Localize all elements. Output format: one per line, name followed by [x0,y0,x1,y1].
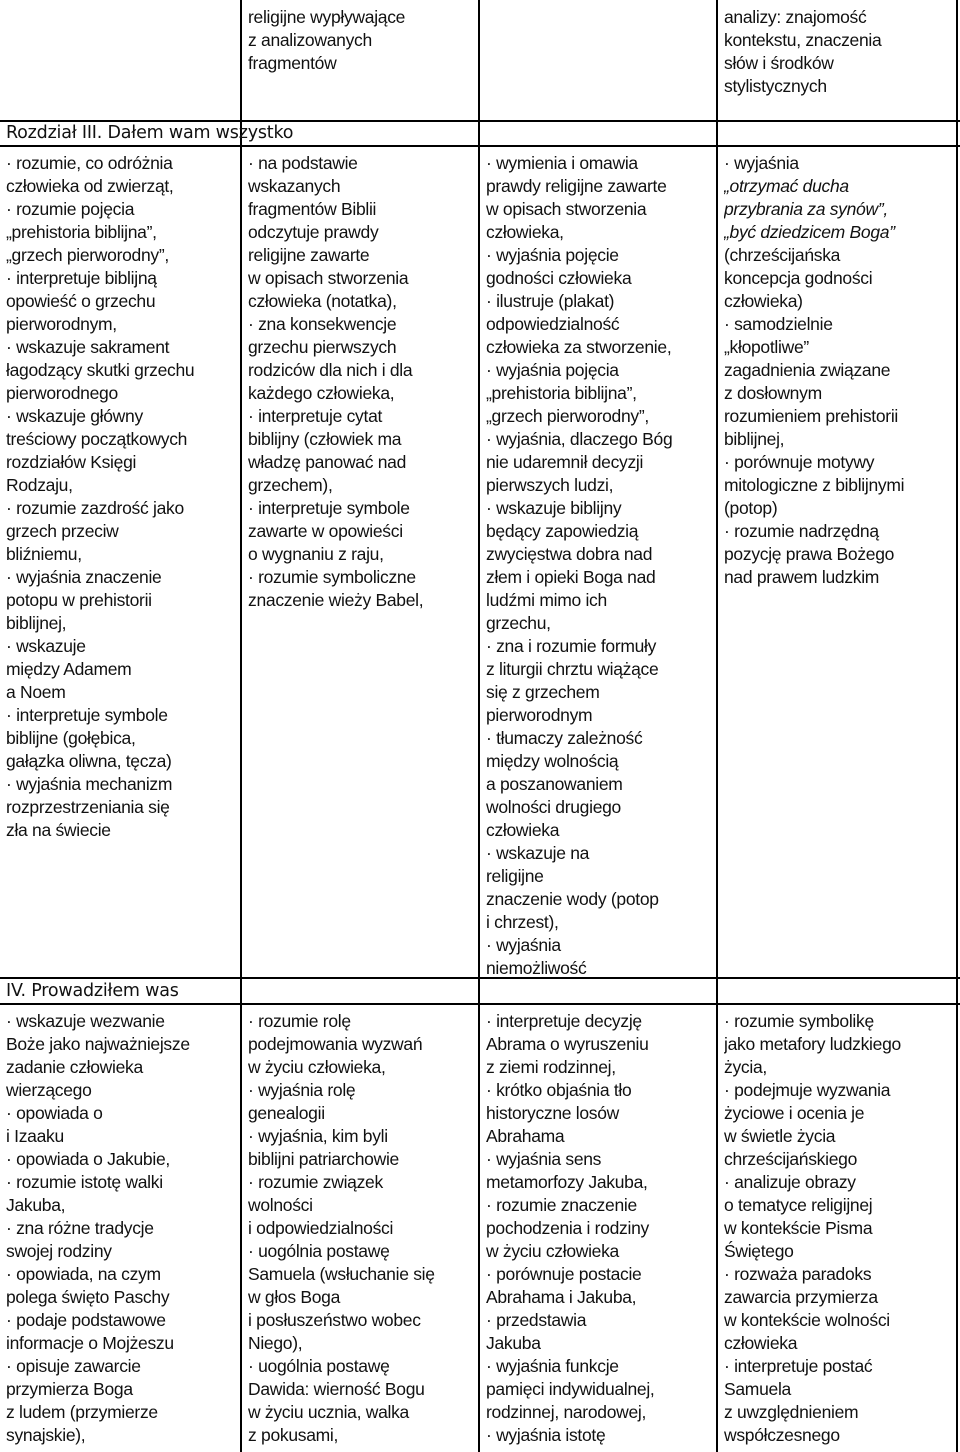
cell-line: · opowiada o Jakubie, [6,1149,170,1169]
cell-line: · wyjaśnia, dlaczego Bóg [486,429,673,449]
cell-line: opowieść o grzechu [6,291,156,311]
cell-line: człowieka od zwierząt, [6,176,174,196]
cell-line: wierzącego [6,1080,92,1100]
header-col4-line: stylistycznych [724,76,827,96]
cell-line: ludźmi mimo ich [486,590,607,610]
cell-line: wolności [248,1195,313,1215]
cell-line: „być dziedzicem Boga” [724,222,895,242]
cell-line: zagadnienia związane [724,360,891,380]
cell-line: w życiu człowieka, [248,1057,386,1077]
cell-line: · interpretuje cytat [248,406,383,426]
cell-line: · wskazuje sakrament [6,337,170,357]
cell-line: · krótko objaśnia tło [486,1080,632,1100]
cell-line: Abrahama i Jakuba, [486,1287,637,1307]
cell-line: pierworodnego [6,383,118,403]
cell-line: pierwszych ludzi, [486,475,614,495]
cell-line: zawarcia przymierza [724,1287,878,1307]
cell-line: · wyjaśnia, kim byli [248,1126,388,1146]
column-divider-1 [240,0,242,1452]
cell-line: rozdziałów Księgi [6,452,137,472]
cell-line: Abrama o wyruszeniu [486,1034,649,1054]
cell-line: · rozumie symbolikę [724,1011,874,1031]
cell-line: · interpretuje postać [724,1356,873,1376]
cell-line: metamorfozy Jakuba, [486,1172,648,1192]
header-col4-line: analizy: znajomość [724,7,867,27]
cell-line: Jakuba, [6,1195,66,1215]
cell-line: grzechu pierwszych [248,337,397,357]
cell-line: · wyjaśnia znaczenie [6,567,162,587]
cell-line: godności człowieka [486,268,632,288]
cell-line: życia, [724,1057,767,1077]
cell-line: i chrzest), [486,912,559,932]
header-col2-line: z analizowanych [248,30,372,50]
cell-line: z ziemi rodzinnej, [486,1057,616,1077]
cell-line: z pokusami, [248,1425,339,1445]
cell-line: między wolnością [486,751,619,771]
cell-line: rodziców dla nich i dla [248,360,413,380]
cell-line: · wyjaśnia [486,935,561,955]
cell-line: i Izaaku [6,1126,64,1146]
cell-line: a Noem [6,682,66,702]
cell-line: · interpretuje decyzję [486,1011,642,1031]
cell-line: mitologiczne z biblijnymi [724,475,905,495]
cell-line: · rozumie pojęcia [6,199,135,219]
cell-line: · przedstawia [486,1310,587,1330]
cell-line: niemożliwość [486,958,587,974]
cell-line: · samodzielnie [724,314,833,334]
cell-line: „kłopotliwe” [724,337,809,357]
cell-line: Niego), [248,1333,303,1353]
cell-line: wolności drugiego [486,797,621,817]
section4-col3-cell [486,1010,714,1452]
cell-line: · uogólnia postawę [248,1241,390,1261]
cell-line: „prehistoria biblijna”, [486,383,637,403]
section3-col3-cell [486,152,714,974]
cell-line: będący zapowiedzią [486,521,639,541]
cell-line: i posłuszeństwo wobec [248,1310,421,1330]
cell-line: człowieka [724,1333,798,1353]
cell-line: · rozumie, co odróżnia [6,153,173,173]
cell-line: · podejmuje wyzwania [724,1080,891,1100]
cell-line: treściowy początkowych [6,429,188,449]
cell-line: Samuela (wsłuchanie się [248,1264,435,1284]
cell-line: · zna różne tradycje [6,1218,154,1238]
cell-line: znaczenie wody (potop [486,889,659,909]
cell-line: · interpretuje biblijną [6,268,157,288]
cell-line: gałązka oliwna, tęcza) [6,751,172,771]
cell-line: · wymienia i omawia [486,153,638,173]
cell-line: pochodzenia i rodziny [486,1218,649,1238]
cell-line: odczytuje prawdy [248,222,379,242]
cell-line: · rozumie nadrzędną [724,521,879,541]
cell-line: Boże jako najważniejsze [6,1034,190,1054]
cell-line: rozprzestrzeniania się [6,797,170,817]
cell-line: · wyjaśnia [724,153,799,173]
cell-line: łagodzący skutki grzechu [6,360,195,380]
cell-line: zwycięstwa dobra nad [486,544,653,564]
cell-line: Rodzaju, [6,475,73,495]
cell-line: · wskazuje biblijny [486,498,622,518]
cell-line: · wyjaśnia sens [486,1149,602,1169]
cell-line: z dosłownym [724,383,822,403]
cell-line: historyczne losów [486,1103,620,1123]
cell-line: człowieka za stworzenie, [486,337,672,357]
cell-line: polega święto Paschy [6,1287,170,1307]
cell-line: · rozumie symboliczne [248,567,416,587]
cell-line: · zna i rozumie formuły [486,636,657,656]
cell-line: w opisach stworzenia [486,199,647,219]
section-title-iv: IV. Prowadziłem was [6,981,179,1001]
cell-line: koncepcja godności [724,268,873,288]
cell-line: „prehistoria biblijna”, [6,222,157,242]
cell-line: podejmowania wyzwań [248,1034,423,1054]
cell-line: człowieka, [486,222,564,242]
cell-line: · opisuje zawarcie [6,1356,141,1376]
header-col4-line: kontekstu, znaczenia [724,30,882,50]
cell-line: · rozumie zazdrość jako [6,498,184,518]
column-divider-right [956,0,958,1452]
cell-line: i odpowiedzialności [248,1218,394,1238]
cell-line: człowieka) [724,291,803,311]
cell-line: religijne [486,866,544,886]
cell-line: między Adamem [6,659,132,679]
cell-line: · wyjaśnia rolę [248,1080,356,1100]
cell-line: · opowiada, na czym [6,1264,161,1284]
cell-line: · rozumie związek [248,1172,383,1192]
header-col2-line: fragmentów [248,53,337,73]
cell-line: wskazanych [248,176,341,196]
cell-line: chrześcijańskiego [724,1149,858,1169]
cell-line: zła na świecie [6,820,111,840]
cell-line: · rozumie znaczenie [486,1195,637,1215]
cell-line: grzech przeciw [6,521,119,541]
cell-line: (chrześcijańska [724,245,841,265]
column-divider-3 [716,0,718,1452]
cell-line: · rozumie rolę [248,1011,351,1031]
cell-line: · interpretuje symbole [6,705,168,725]
cell-line: · interpretuje symbole [248,498,410,518]
cell-line: bliźniemu, [6,544,82,564]
cell-line: · zna konsekwencje [248,314,397,334]
cell-line: odpowiedzialność [486,314,620,334]
cell-line: w życiu człowieka [486,1241,619,1261]
cell-line: Świętego [724,1241,794,1261]
cell-line: · rozumie istotę walki [6,1172,163,1192]
cell-line: · wskazuje na [486,843,590,863]
cell-line: (potop) [724,498,778,518]
section3-col2-cell [248,152,476,974]
row-divider-section4 [0,977,960,979]
cell-line: · wyjaśnia pojęcia [486,360,619,380]
cell-line: · wskazuje główny [6,406,143,426]
cell-line: synajskie), [6,1425,86,1445]
cell-line: genealogii [248,1103,325,1123]
row-divider-section4-title [0,1003,960,1005]
header-col4-line: słów i środków [724,53,834,73]
cell-line: pierworodnym, [6,314,117,334]
cell-line: w kontekście wolności [724,1310,890,1330]
cell-line: Dawida: wierność Bogu [248,1379,425,1399]
cell-line: w kontekście Pisma [724,1218,873,1238]
cell-line: znaczenie wieży Babel, [248,590,424,610]
cell-line: każdego człowieka, [248,383,395,403]
cell-line: biblijny (człowiek ma [248,429,402,449]
cell-line: · podaje podstawowe [6,1310,166,1330]
cell-line: człowieka [486,820,560,840]
cell-line: „grzech pierworodny”, [486,406,649,426]
section4-col4-cell [724,1010,954,1452]
cell-line: religijne zawarte [248,245,370,265]
cell-line: z ludem (przymierze [6,1402,158,1422]
cell-line: · wskazuje [6,636,86,656]
cell-line: Abrahama [486,1126,565,1146]
cell-line: człowieka (notatka), [248,291,397,311]
cell-line: · porównuje postacie [486,1264,642,1284]
cell-line: nad prawem ludzkim [724,567,880,587]
cell-line: · wyjaśnia istotę [486,1425,606,1445]
cell-line: z liturgii chrztu wiążące [486,659,659,679]
cell-line: · rozważa paradoks [724,1264,872,1284]
cell-line: przymierza Boga [6,1379,133,1399]
cell-line: swojej rodziny [6,1241,112,1261]
header-col2-line: religijne wypływające [248,7,406,27]
cell-line: jako metafory ludzkiego [724,1034,901,1054]
cell-line: o tematyce religijnej [724,1195,873,1215]
cell-line: pierworodnym [486,705,593,725]
section4-col2-cell [248,1010,476,1452]
cell-line: biblijnej, [724,429,785,449]
cell-line: Jakuba [486,1333,541,1353]
cell-line: · uogólnia postawę [248,1356,390,1376]
section3-col1-cell [6,152,238,974]
header-cell-col4 [724,6,954,118]
cell-line: biblijne (gołębica, [6,728,136,748]
cell-line: złem i opieki Boga nad [486,567,656,587]
cell-line: · na podstawie [248,153,358,173]
cell-line: biblijni patriarchowie [248,1149,399,1169]
cell-line: Samuela [724,1379,791,1399]
cell-line: · ilustruje (plakat) [486,291,615,311]
cell-line: · analizuje obrazy [724,1172,856,1192]
cell-line: a poszanowaniem [486,774,623,794]
section3-col4-cell [724,152,954,974]
column-divider-2 [478,0,480,1452]
cell-line: grzechu, [486,613,551,633]
cell-line: · tłumaczy zależność [486,728,643,748]
cell-line: pozycję prawa Bożego [724,544,895,564]
cell-line: władzę panować nad [248,452,407,472]
cell-line: · wyjaśnia mechanizm [6,774,173,794]
cell-line: w głos Boga [248,1287,341,1307]
cell-line: się z grzechem [486,682,600,702]
cell-line: · wskazuje wezwanie [6,1011,165,1031]
cell-line: · porównuje motywy [724,452,875,472]
cell-line: przybrania za synów”, [724,199,888,219]
cell-line: pamięci indywidualnej, [486,1379,655,1399]
cell-line: fragmentów Biblii [248,199,377,219]
header-cell-col2 [248,6,474,118]
section4-col1-cell [6,1010,238,1452]
cell-line: „grzech pierworodny”, [6,245,169,265]
cell-line: rozumieniem prehistorii [724,406,898,426]
cell-line: zadanie człowieka [6,1057,143,1077]
cell-line: zawarte w opowieści [248,521,403,541]
cell-line: biblijnej, [6,613,67,633]
row-divider-section3-title [0,145,960,147]
cell-line: · wyjaśnia funkcje [486,1356,619,1376]
cell-line: w życiu ucznia, walka [248,1402,409,1422]
cell-line: życiowe i ocenia je [724,1103,865,1123]
cell-line: o wygnaniu z raju, [248,544,384,564]
cell-line: potopu w prehistorii [6,590,152,610]
cell-line: rodzinnej, narodowej, [486,1402,647,1422]
cell-line: informacje o Mojżeszu [6,1333,174,1353]
cell-line: prawdy religijne zawarte [486,176,667,196]
cell-line: z uwzględnieniem [724,1402,859,1422]
cell-line: w opisach stworzenia [248,268,409,288]
cell-line: współczesnego [724,1425,840,1445]
section-title-rozdzial-iii: Rozdział III. Dałem wam wszystko [6,123,294,143]
cell-line: nie udaremnił decyzji [486,452,644,472]
cell-line: „otrzymać ducha [724,176,849,196]
cell-line: · wyjaśnia pojęcie [486,245,619,265]
cell-line: grzechem), [248,475,333,495]
cell-line: · opowiada o [6,1103,103,1123]
cell-line: w świetle życia [724,1126,836,1146]
